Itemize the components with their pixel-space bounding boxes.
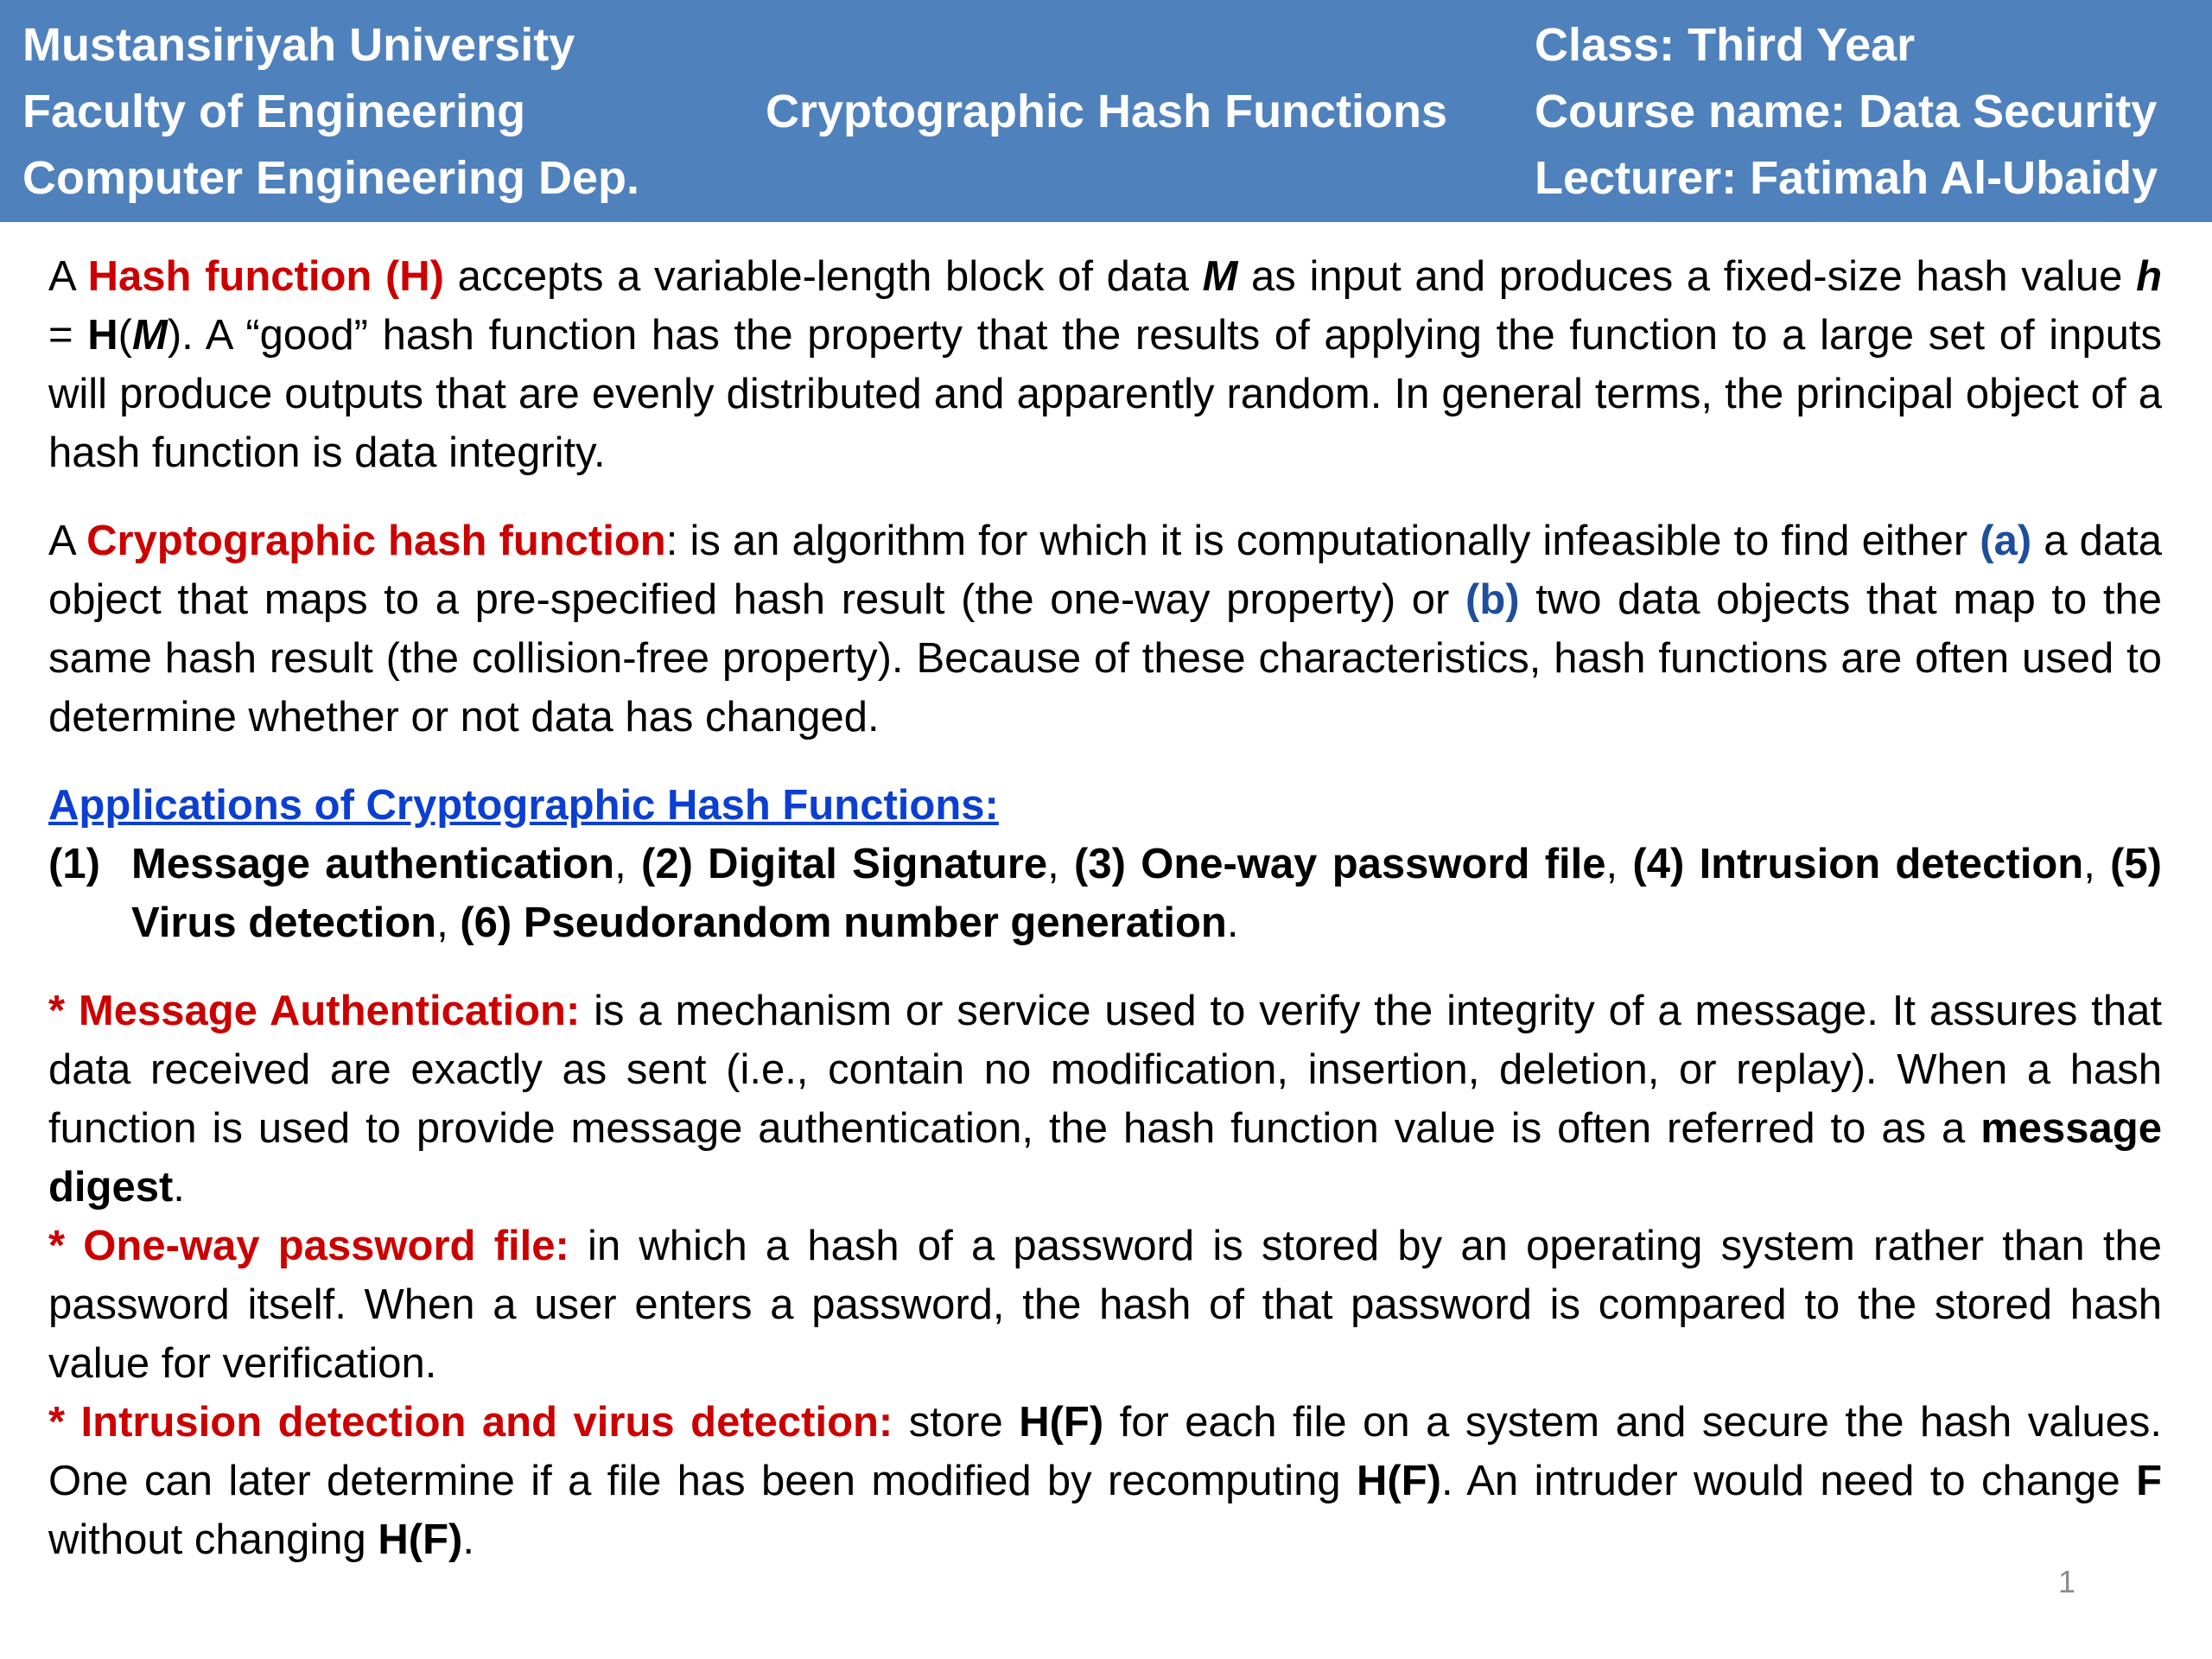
text-run: in which a hash of a password is stored by an operating system rather than the password itself. When a user enters a password, the hash of that password is compared to the stored hash value for verification.: [48, 1223, 2162, 1387]
header-faculty: Faculty of Engineering: [22, 86, 526, 137]
text-run: =: [48, 312, 88, 359]
text-run: .: [173, 1164, 185, 1211]
text-run: without changing: [48, 1516, 378, 1563]
header-department: Computer Engineering Dep.: [22, 152, 640, 204]
intrusion-detection-paragraph: [48, 1393, 2162, 1569]
separator: ,: [614, 841, 642, 887]
term-hash-abbr: (H): [385, 253, 444, 300]
symbol-f: F: [2136, 1458, 2163, 1504]
message-authentication-label: * Message Authentication:: [48, 988, 581, 1034]
text-run: two data objects that map to the same hash result (the collision-free property). Because of these characteristics, hash functions are often used to determine whether or not data has changed.: [48, 576, 2162, 741]
symbol-m: M: [1202, 253, 1238, 300]
separator: ,: [436, 899, 461, 946]
list-number: (1): [48, 841, 100, 887]
text-run: A: [48, 518, 87, 564]
text-run: : is an algorithm for which it is computationally infeasible to find either: [665, 518, 1980, 564]
application-item: (4) Intrusion detection: [1632, 841, 2084, 887]
option-b-label: (b): [1465, 576, 1520, 623]
applications-items: [131, 835, 2162, 952]
text-run: as input and produces a fixed-size hash value: [1237, 253, 2137, 300]
option-a-label: (a): [1980, 518, 2032, 564]
text-run: .: [462, 1516, 474, 1563]
symbol-H: H: [87, 312, 118, 359]
application-item: (3) One-way password file: [1074, 841, 1606, 887]
symbol-hf: H(F): [1019, 1399, 1104, 1446]
header-title: Cryptographic Hash Functions: [766, 86, 1448, 137]
symbol-hf: H(F): [1357, 1458, 1441, 1504]
application-item: Message authentication: [131, 841, 615, 887]
one-way-password-paragraph: [48, 1217, 2162, 1393]
text-run: for each file on a system and secure the hash values. One can later determine if a file has been modified by recomputing: [48, 1399, 2162, 1504]
application-item: (5) Virus detection: [131, 841, 2162, 946]
cryptographic-hash-paragraph: [48, 512, 2162, 747]
term-message-digest: message digest: [48, 1105, 2162, 1211]
applications-list: [48, 835, 2162, 952]
application-item: (6) Pseudorandom number generation: [460, 899, 1227, 946]
one-way-password-label: * One-way password file:: [48, 1223, 569, 1269]
text-run: is a mechanism or service used to verify the integrity of a message. It assures that data received are exactly as sent (i.e., contain no modification, insertion, deletion, or replay). When a hash function is used to provide message authentication, the hash function value is often referred to as a: [48, 988, 2162, 1152]
header-lecturer: Lecturer: Fatimah Al-Ubaidy: [1535, 152, 2158, 204]
symbol-hf: H(F): [378, 1516, 463, 1563]
header-class: Class: Third Year: [1535, 19, 1916, 71]
text-run: . An intruder would need to change: [1440, 1458, 2137, 1504]
term-hash-function: Hash function: [87, 253, 372, 300]
text-run: accepts a variable-length block of data: [443, 253, 1203, 300]
applications-heading-text: Applications of Cryptographic Hash Functions:: [48, 782, 999, 829]
text-run: (: [118, 312, 132, 359]
slide-header: [0, 0, 2212, 222]
applications-heading: [48, 776, 2162, 835]
hash-function-paragraph: [48, 247, 2162, 482]
header-course-info: [1535, 12, 2158, 212]
term-cryptographic-hash: Cryptographic hash function: [86, 518, 666, 564]
symbol-h: h: [2136, 253, 2163, 300]
text-run: a data object that maps to a pre-specified hash result (the one-way property) or: [48, 518, 2162, 623]
text-run: ). A “good” hash function has the property that the results of applying the function to a large set of inputs will produce outputs that are evenly distributed and apparently random. In general terms, the principal object of a hash function is data integrity.: [48, 312, 2162, 476]
separator: ,: [1605, 841, 1633, 887]
text-run: A: [48, 253, 88, 300]
header-course-name: Course name: Data Security: [1535, 86, 2158, 137]
symbol-m: M: [132, 312, 168, 359]
text-run: [372, 253, 385, 300]
page-number: 1: [2058, 1564, 2076, 1599]
text-run: store: [893, 1399, 1020, 1446]
intrusion-detection-label: * Intrusion detection and virus detection:: [48, 1399, 893, 1446]
header-university: Mustansiriyah University: [22, 19, 575, 71]
separator: ,: [2083, 841, 2111, 887]
header-institution: [22, 12, 639, 212]
application-item: (2) Digital Signature: [641, 841, 1048, 887]
separator: .: [1226, 899, 1239, 946]
slide-content: [48, 247, 2162, 1569]
separator: ,: [1047, 841, 1075, 887]
message-authentication-paragraph: [48, 982, 2162, 1217]
